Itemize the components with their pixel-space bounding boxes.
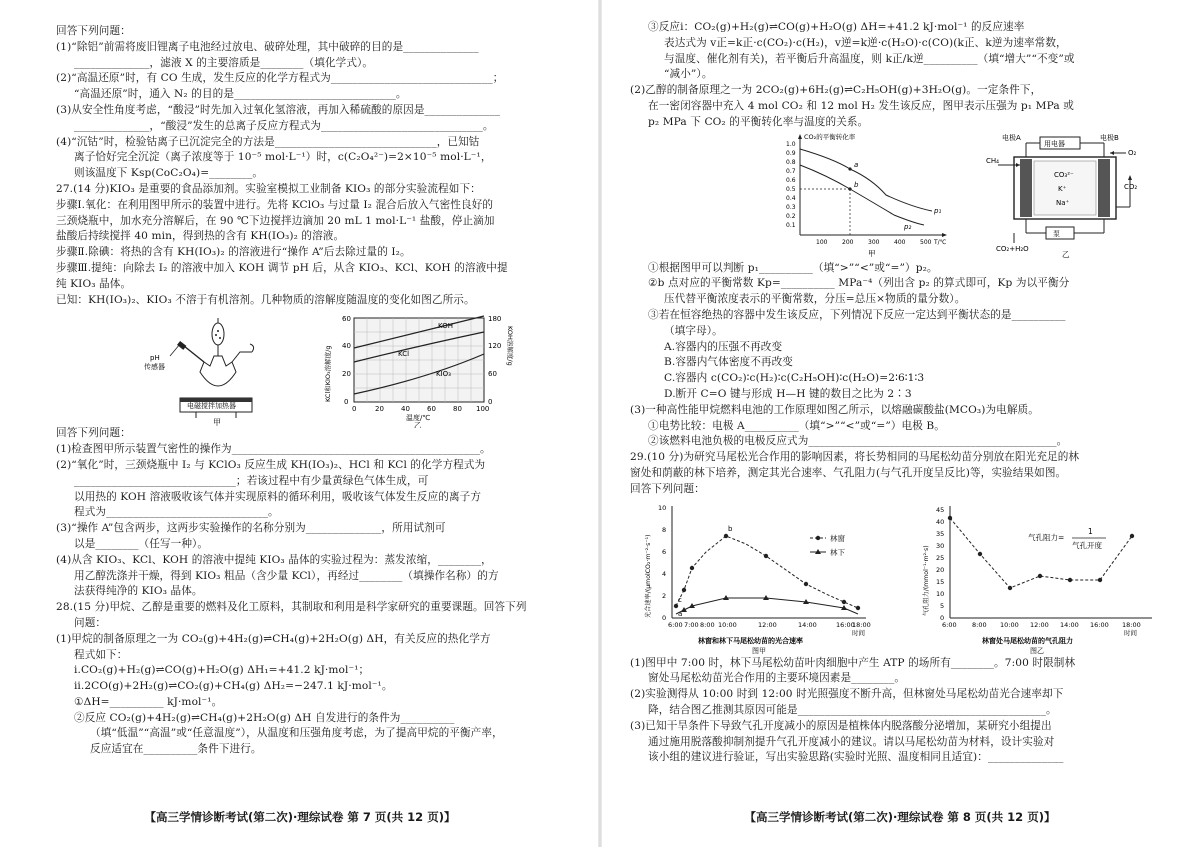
- y-tick: 0.3: [786, 203, 796, 211]
- right-tick: 0: [488, 398, 493, 407]
- text-line: (2)“高温还原”时，有 CO 生成，发生反应的化学方程式为______________________________；: [56, 72, 504, 85]
- text-line: (4)“沉钴”时，检验钴离子已沉淀完全的方法是______________________________，已知钴: [56, 135, 480, 148]
- x-tick: 300: [868, 238, 880, 246]
- x-tick: 200: [842, 238, 854, 246]
- text-line: ②该燃料电池负极的电极反应式为______________________________________________。: [648, 435, 1068, 448]
- text-line: 窗处马尾松幼苗光合作用的主要环境因素是________。: [648, 672, 906, 685]
- series-label-kcl: KCl: [398, 350, 410, 359]
- text-line: 窗处和荫蔽的林下培养，测定其光合速率、气孔阻力(与气孔开度呈反比)等，实验结果如图。: [630, 466, 1067, 479]
- x-tick: 18:00: [852, 620, 871, 629]
- text-line: D.断开 C=O 键与形成 H—H 键的数目之比为 2∶3: [664, 387, 912, 400]
- series-label-kio3: KIO₃: [436, 370, 451, 379]
- x-tick: 18:00: [1122, 620, 1141, 629]
- y-tick: 0.5: [786, 185, 796, 193]
- chart-title: 林窗和林下马尾松幼苗的光合速率: [698, 636, 803, 645]
- question-29-title: 29.(10 分)为研究马尾松光合作用的影响因素，将长势相同的马尾松幼苗分别放在阳光充足的林: [630, 451, 1080, 464]
- text-line: 离子恰好完全沉淀（离子浓度等于 10⁻⁵ mol·L⁻¹）时，c(C₂O₄²⁻)=2×10⁻⁵ mol·L⁻¹，: [74, 151, 492, 164]
- text-line: (1)甲烷的制备原理之一为 CO₂(g)+4H₂(g)⇌CH₄(g)+2H₂O(g) ΔH，有关反应的热化学方: [56, 632, 491, 645]
- x-tick: 400: [894, 238, 906, 246]
- point-c-label: c: [678, 595, 682, 604]
- device-label: 用电器: [1044, 139, 1065, 148]
- y-tick: 0.8: [786, 158, 796, 166]
- text-line: B.容器内气体密度不再改变: [664, 356, 793, 369]
- x-axis-label: T/℃: [934, 238, 947, 246]
- page-footer-8: 【高三学情诊断考试(第二次)·理综试卷 第 8 页(共 12 页)】: [744, 810, 1056, 824]
- x-tick: 16:00: [836, 620, 855, 629]
- figure-row-28: [630, 131, 1178, 261]
- text-line: (2)乙醇的制备原理之一为 2CO₂(g)+6H₂(g)⇌C₂H₅OH(g)+3H₂O(g)。一定条件下，: [630, 84, 1042, 97]
- text-line: 纯 KIO₃ 晶体。: [56, 277, 132, 290]
- text-line: (4)从含 KIO₃、KCl、KOH 的溶液中提纯 KIO₃ 晶体的实验过程为：蒸发浓缩，________，: [56, 553, 492, 566]
- x-tick: 8:00: [700, 620, 715, 629]
- x-tick: 20: [375, 405, 384, 414]
- text-line: 步骤Ⅰ.氧化：在利用图甲所示的装置中进行。先将 KClO₃ 与过量 I₂ 混合后放入气密性良好的: [56, 198, 494, 211]
- fuel-cell-diagram: [984, 131, 1144, 259]
- pump-label: 泵: [1053, 229, 1060, 238]
- right-tick: 120: [488, 342, 502, 351]
- question-28-title: 28.(15 分)甲烷、乙醇是重要的燃料及化工原料，其制取和利用是科学家研究的重要课题。回答下列: [56, 601, 527, 614]
- y-tick: 0: [662, 613, 667, 622]
- right-tick: 180: [488, 315, 502, 324]
- y-tick: 1.0: [786, 140, 796, 148]
- text-line: ⅰ.CO₂(g)+H₂(g)⇌CO(g)+H₂O(g) ΔH₁=+41.2 kJ·mol⁻¹；: [74, 664, 370, 677]
- figure-caption-jia: 甲: [213, 418, 221, 427]
- figure-caption: 图甲: [752, 646, 766, 654]
- left-text-block-1: [56, 24, 582, 308]
- y-tick: 0.7: [786, 167, 796, 175]
- left-tick: 60: [342, 315, 351, 324]
- text-line: 用乙醇洗涤并干燥，得到 KIO₃ 粗品（含少量 KCl），再经过________（填操作名称）的方: [74, 569, 499, 582]
- text-line: 回答下列问题：: [56, 25, 131, 37]
- ion-label: Na⁺: [1056, 198, 1070, 207]
- series-label-koh: KOH: [438, 322, 453, 331]
- y-tick: 0.2: [786, 212, 796, 220]
- y-tick: 15: [936, 577, 945, 586]
- text-line: p₂ MPa 下 CO₂ 的平衡转化率与温度的关系。: [648, 115, 869, 128]
- ion-label: K⁺: [1058, 184, 1067, 193]
- o2-label: O₂: [1128, 148, 1137, 157]
- electrode-a-label: 电极A: [1002, 133, 1021, 142]
- y-tick: 2: [662, 591, 667, 600]
- y-axis-label: CO₂的平衡转化率: [804, 132, 856, 141]
- text-line: 程式为______________________________。: [74, 506, 279, 519]
- text-line: 三颈烧瓶中，加水充分溶解后，在 90 ℃下边搅拌边滴加 20 mL 1 mol·L⁻¹ 盐酸，停止滴加: [56, 214, 495, 227]
- text-line: 问题：: [74, 616, 107, 629]
- y-tick: 10: [936, 589, 945, 598]
- electrode-b-label: 电极B: [1100, 133, 1119, 142]
- x-axis-label: 时间: [852, 628, 865, 637]
- figure-row-27: [56, 308, 582, 429]
- y-tick: 0.4: [786, 194, 796, 202]
- text-line: ②反应 CO₂(g)+4H₂(g)⇌CH₄(g)+2H₂O(g) ΔH 自发进行的条件为__________: [74, 711, 455, 724]
- x-axis-label: 温度/℃: [406, 414, 431, 423]
- y-tick: 6: [662, 547, 667, 556]
- x-tick: 16:00: [1090, 620, 1109, 629]
- left-tick: 0: [344, 398, 349, 407]
- curve-p1-label: p₁: [934, 206, 942, 215]
- text-line: A.容器内的压强不再改变: [664, 340, 783, 353]
- text-line: 在一密闭容器中充入 4 mol CO₂ 和 12 mol H₂ 发生该反应，图甲表示压强为 p₁ MPa 或: [648, 99, 1074, 112]
- text-line: ⅱ.2CO(g)+2H₂(g)⇌CO₂(g)+CH₄(g) ΔH₂=−247.1 kJ·mol⁻¹。: [74, 680, 393, 693]
- solubility-chart: [318, 312, 518, 428]
- text-line: ______________________________；若该过程中有少量黄绿色气体生成，可: [74, 474, 429, 487]
- y-tick: 30: [936, 541, 945, 550]
- right-text-block-2: [630, 261, 1178, 498]
- point-a-label: a: [678, 609, 683, 618]
- right-text-block-1: [630, 20, 1178, 131]
- y-tick: 10: [658, 503, 667, 512]
- text-line: ______________，“酸浸”发生的总离子反应方程式为______________________________。: [74, 119, 494, 132]
- figure-caption-jia: 甲: [868, 248, 876, 258]
- page-footer-7: 【高三学情诊断考试(第二次)·理综试卷 第 7 页(共 12 页)】: [144, 810, 456, 824]
- curve-p2-label: p₂: [904, 222, 912, 231]
- point-b-label: b: [728, 524, 733, 533]
- text-line: ③反应ⅰ：CO₂(g)+H₂(g)⇌CO(g)+H₂O(g) ΔH=+41.2 kJ·mol⁻¹ 的反应速率: [648, 21, 1025, 33]
- text-line: (1)“除铝”前需将废旧锂离子电池经过放电、破碎处理，其中破碎的目的是______________: [56, 40, 479, 53]
- text-line: (2)实验测得从 10:00 时到 12:00 时光照强度不断升高，但林窗处马尾松幼苗光合速率却下: [630, 688, 1064, 701]
- x-tick: 14:00: [1060, 620, 1079, 629]
- page-8: [600, 0, 1200, 847]
- text-line: 盐酸后持续搅拌 40 min，得到热的含有 KH(IO₃)₂ 的溶液。: [56, 230, 345, 243]
- y-tick: 8: [662, 525, 667, 534]
- left-tick: 20: [342, 370, 351, 379]
- text-line: 步骤Ⅱ.除碘：将热的含有 KH(IO₃)₂ 的溶液进行“操作 A”后去除过量的 I₂。: [56, 246, 411, 259]
- text-line: “减小”）。: [664, 68, 713, 81]
- figure-row-29: [630, 498, 1178, 656]
- sensor-label: 传感器: [144, 363, 165, 372]
- x-tick: 10:00: [718, 620, 737, 629]
- stomatal-resistance-chart: [920, 498, 1170, 654]
- text-line: (3)从安全性角度考虑，“酸浸”时先加入过氧化氢溶液，再加入稀硫酸的原因是______________: [56, 103, 501, 116]
- point-a-label: a: [854, 160, 859, 169]
- ph-label: pH: [150, 354, 160, 363]
- text-line: 以是________（任写一种）。: [74, 537, 209, 550]
- text-line: ①ΔH=__________ kJ·mol⁻¹。: [74, 695, 223, 708]
- y-tick: 0: [940, 613, 945, 622]
- photosynthesis-chart: [640, 498, 905, 654]
- text-line: 表达式为 v正=k正·c(CO₂)·c(H₂)，v逆=k逆·c(H₂O)·c(CO)(k正、k逆为速率常数，: [664, 36, 1067, 49]
- apparatus-figure: [140, 316, 290, 426]
- text-line: (3)“操作 A”包含两步，这两步实验操作的名称分别为______________，所用试剂可: [56, 522, 446, 535]
- y-tick: 35: [936, 529, 945, 538]
- x-tick: 12:00: [1030, 620, 1049, 629]
- x-tick: 100: [816, 238, 828, 246]
- y-tick: 0.9: [786, 149, 796, 157]
- text-line: （填字母）。: [664, 324, 723, 337]
- text-line: (3)已知干旱条件下导致气孔开度减小的原因是植株体内脱落酸分泌增加，某研究小组提出: [630, 719, 1052, 732]
- y-axis-label: 光合速率/(μmolCO₂·m⁻²·s⁻¹): [645, 534, 652, 618]
- text-line: 法获得纯净的 KIO₃ 晶体。: [74, 585, 203, 598]
- right-axis-label: KOH溶解度/g: [506, 326, 514, 367]
- chart-title: 林窗处马尾松幼苗的气孔阻力: [982, 636, 1073, 645]
- text-line: 该小组的建议进行验证，写出实验思路(实验时光照、温度相同且适宜)：______________: [648, 751, 1064, 764]
- left-tick: 40: [342, 342, 351, 351]
- co2-label: CO₂: [1124, 182, 1138, 191]
- text-line: (1)检查图甲所示装置气密性的操作为______________________________________________。: [56, 443, 491, 456]
- text-line: (3)一种高性能甲烷燃料电池的工作原理如图乙所示，以熔融碳酸盐(MCO₃)为电解质。: [630, 403, 1039, 416]
- right-text-block-3: [630, 656, 1178, 767]
- text-line: 压代替平衡浓度表示的平衡常数，分压=总压×物质的量分数）。: [664, 293, 966, 306]
- text-line: ______________，滤液 X 的主要溶质是________（填化学式）。: [74, 56, 374, 69]
- legend-window: 林窗: [830, 533, 845, 543]
- formula-numerator: 1: [1088, 526, 1093, 536]
- text-line: 以用热的 KOH 溶液吸收该气体并实现原料的循环利用，吸收该气体发生反应的离子方: [74, 490, 482, 503]
- legend-under: 林下: [830, 547, 845, 557]
- text-line: 则该温度下 Ksp(CoC₂O₄)=________。: [74, 167, 264, 180]
- right-tick: 60: [488, 370, 497, 379]
- x-tick: 12:00: [758, 620, 777, 629]
- point-b-label: b: [854, 180, 859, 189]
- x-tick: 10:00: [1000, 620, 1019, 629]
- y-tick: 45: [936, 505, 945, 514]
- x-tick: 8:00: [972, 620, 987, 629]
- text-line: C.容器内 c(CO₂)∶c(H₂)∶c(C₂H₅OH)∶c(H₂O)=2∶6∶1∶3: [664, 372, 925, 385]
- y-tick: 40: [936, 517, 945, 526]
- text-line: ③若在恒容绝热的容器中发生该反应，下列情况下反应一定达到平衡状态的是__________: [648, 308, 1066, 321]
- text-line: (1)图甲中 7:00 时，林下马尾松幼苗叶肉细胞中产生 ATP 的场所有________。7:00 时限制林: [630, 656, 1076, 669]
- text-line: 程式如下：: [74, 648, 128, 661]
- x-tick: 80: [453, 405, 462, 414]
- text-line: 已知：KH(IO₃)₂、KIO₃ 不溶于有机溶剂。几种物质的溶解度随温度的变化如图乙所示。: [56, 293, 475, 306]
- text-line: (2)“氧化”时，三颈烧瓶中 I₂ 与 KClO₃ 反应生成 KH(IO₃)₂、HCl 和 KCl 的化学方程式为: [56, 458, 486, 471]
- text-line: 步骤Ⅲ.提纯：向除去 I₂ 的溶液中加入 KOH 调节 pH 后，从含 KIO₃、KCl、KOH 的溶液中提: [56, 261, 508, 274]
- text-line: 回答下列问题：: [56, 427, 131, 440]
- y-tick: 4: [662, 569, 667, 578]
- text-line: 与温度、催化剂有关)，若平衡后升高温度，则 k正/k逆__________（填“增大”“不变”或: [664, 52, 1075, 65]
- x-tick: 60: [427, 405, 436, 414]
- y-axis-label: 气孔阻力/(mmol⁻¹·m²·s): [923, 544, 930, 616]
- x-tick: 7:00: [684, 620, 699, 629]
- text-line: 回答下列问题：: [630, 482, 705, 495]
- text-line: ②b 点对应的平衡常数 Kp=__________ MPa⁻⁴（列出含 p₂ 的算式即可，Kp 为以平衡分: [648, 277, 1070, 290]
- left-axis-label: KCl和KIO₃溶解度/g: [324, 345, 332, 403]
- y-tick: 20: [936, 565, 945, 574]
- text-line: （填“低温”“高温”或“任意温度”），从温度和压强角度考虑，为了提高甲烷的平衡产率，: [90, 727, 503, 740]
- figure-caption-yi: 乙: [1062, 249, 1070, 259]
- x-tick: 6:00: [942, 620, 957, 629]
- x-axis-label: 时间: [1124, 628, 1137, 637]
- ch4-label: CH₄: [986, 156, 999, 165]
- text-line: 通过施用脱落酸抑制剂提升气孔开度减小的建议。请以马尾松幼苗为材料，设计实验对: [648, 735, 1055, 748]
- x-tick: 100: [476, 405, 490, 414]
- left-text-block-2: [56, 426, 582, 758]
- question-27-title: 27.(14 分)KIO₃ 是重要的食品添加剂。实验室模拟工业制备 KIO₃ 的部分实验流程如下：: [56, 182, 481, 195]
- text-line: 反应适宜在__________条件下进行。: [90, 743, 262, 756]
- heater-label: 电磁搅拌加热器: [187, 402, 236, 411]
- text-line: 降，结合图乙推测其原因可能是______________________________________________。: [648, 703, 1057, 716]
- figure-caption: 图乙: [1030, 646, 1044, 654]
- x-tick: 6:00: [668, 620, 683, 629]
- x-tick: 500: [920, 238, 932, 246]
- x-tick: 40: [401, 405, 410, 414]
- co2-conversion-chart: [774, 131, 954, 259]
- text-line: “高温还原”时，通入 N₂ 的目的是______________________________。: [74, 88, 407, 101]
- text-line: ①根据图甲可以判断 p₁__________（填“>”“<”或“=”）p₂。: [648, 261, 938, 274]
- formula-left: 气孔阻力=: [1028, 532, 1065, 542]
- y-tick: 25: [936, 553, 945, 562]
- x-tick: 0: [352, 405, 357, 414]
- x-tick: 14:00: [798, 620, 817, 629]
- figure-caption-yi: 乙: [414, 421, 422, 429]
- text-line: ①电势比较：电极 A__________（填“>”“<”或“=”）电极 B。: [648, 419, 945, 432]
- exhaust-label: CO₂+H₂O: [996, 244, 1029, 253]
- formula-denominator: 气孔开度: [1072, 540, 1102, 550]
- ion-label: CO₃²⁻: [1054, 170, 1074, 179]
- y-tick: 5: [940, 601, 945, 610]
- y-tick: 0.6: [786, 176, 796, 184]
- y-tick: 0.1: [786, 221, 796, 229]
